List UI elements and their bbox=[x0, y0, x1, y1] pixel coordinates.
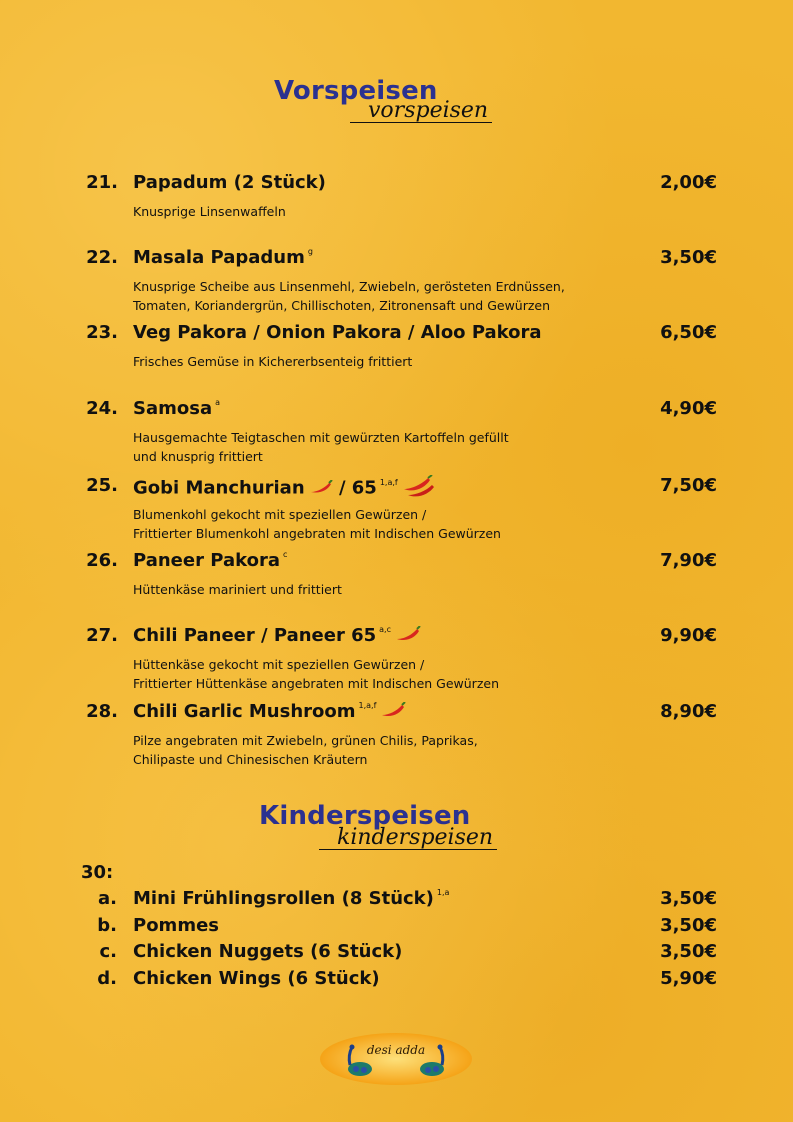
item-price: 5,90€ bbox=[660, 968, 717, 989]
description-line: Tomaten, Koriandergrün, Chillischoten, Zitronensaft und Gewürzen bbox=[133, 298, 551, 313]
item-name bbox=[133, 625, 421, 647]
item-number: 21. bbox=[86, 172, 118, 193]
item-name bbox=[133, 247, 313, 268]
item-name-text: Papadum (2 Stück) bbox=[133, 172, 326, 193]
logo-text: desi adda bbox=[366, 1043, 426, 1057]
section-heading-kinderspeisen bbox=[255, 801, 545, 850]
item-name-text: Samosa bbox=[133, 398, 213, 419]
item-price: 7,50€ bbox=[660, 475, 717, 496]
description-line: Hüttenkäse gekocht mit speziellen Gewürzen / bbox=[133, 657, 425, 672]
item-number: 22. bbox=[86, 247, 118, 268]
item-name bbox=[133, 915, 219, 936]
item-letter: a. bbox=[98, 888, 117, 909]
item-name bbox=[133, 941, 402, 962]
restaurant-logo bbox=[320, 1033, 472, 1085]
item-description bbox=[133, 202, 286, 221]
item-description bbox=[133, 428, 509, 466]
item-number: 23. bbox=[86, 322, 118, 343]
description-line: Knusprige Linsenwaffeln bbox=[133, 204, 286, 219]
peacock-icon bbox=[420, 1043, 450, 1077]
item-name-text: Gobi Manchurian bbox=[133, 477, 305, 499]
item-name bbox=[133, 398, 220, 419]
allergen-note: g bbox=[307, 247, 313, 256]
allergen-note: 1,a,f bbox=[379, 477, 398, 487]
item-price: 4,90€ bbox=[660, 398, 717, 419]
item-name bbox=[133, 968, 380, 989]
item-name-text: Chili Garlic Mushroom bbox=[133, 701, 356, 722]
item-name-text: Mini Frühlingsrollen (8 Stück) bbox=[133, 888, 434, 909]
item-name-text: Chicken Wings (6 Stück) bbox=[133, 968, 380, 989]
chili-pepper-icon bbox=[309, 478, 333, 499]
chili-pepper-icon bbox=[395, 626, 421, 647]
description-line: Knusprige Scheibe aus Linsenmehl, Zwiebeln, gerösteten Erdnüssen, bbox=[133, 279, 565, 294]
item-price: 3,50€ bbox=[660, 888, 717, 909]
allergen-note: 1,a bbox=[436, 888, 450, 897]
description-line: Blumenkohl gekocht mit speziellen Gewürzen / bbox=[133, 507, 427, 522]
item-number: 27. bbox=[86, 625, 118, 646]
section-title: Kinderspeisen bbox=[259, 801, 471, 831]
description-line: Frisches Gemüse in Kichererbsenteig frittiert bbox=[133, 354, 413, 369]
item-price: 6,50€ bbox=[660, 322, 717, 343]
item-price: 3,50€ bbox=[660, 247, 717, 268]
item-name-text: / 65 bbox=[338, 477, 377, 499]
section-heading-vorspeisen bbox=[270, 76, 530, 123]
item-price: 9,90€ bbox=[660, 625, 717, 646]
description-line: Pilze angebraten mit Zwiebeln, grünen Chilis, Paprikas, bbox=[133, 733, 478, 748]
item-price: 8,90€ bbox=[660, 701, 717, 722]
item-name-text: Chili Paneer / Paneer 65 bbox=[133, 625, 377, 646]
item-number: 28. bbox=[86, 701, 118, 722]
item-number: 25. bbox=[86, 475, 118, 496]
item-price: 3,50€ bbox=[660, 941, 717, 962]
description-line: Hausgemachte Teigtaschen mit gewürzten Kartoffeln gefüllt bbox=[133, 430, 509, 445]
item-price: 7,90€ bbox=[660, 550, 717, 571]
description-line: Hüttenkäse mariniert und frittiert bbox=[133, 582, 342, 597]
item-number: 26. bbox=[86, 550, 118, 571]
item-description bbox=[133, 277, 565, 315]
item-name-text: Pommes bbox=[133, 915, 219, 936]
description-line: und knusprig frittiert bbox=[133, 449, 263, 464]
allergen-note: a bbox=[215, 398, 220, 407]
section-title: Vorspeisen bbox=[274, 76, 438, 106]
chili-pepper-icon bbox=[402, 475, 436, 502]
item-price: 2,00€ bbox=[660, 172, 717, 193]
item-name-text: Chicken Nuggets (6 Stück) bbox=[133, 941, 403, 962]
allergen-note: 1,a,f bbox=[358, 701, 377, 710]
item-name bbox=[133, 888, 449, 909]
section-script-title: vorspeisen bbox=[350, 100, 492, 123]
description-line: Frittierter Hüttenkäse angebraten mit Indischen Gewürzen bbox=[133, 676, 499, 691]
description-line: Chilipaste und Chinesischen Kräutern bbox=[133, 752, 368, 767]
section-script-title: kinderspeisen bbox=[319, 827, 497, 850]
item-number: 30: bbox=[81, 862, 114, 883]
item-description bbox=[133, 731, 478, 769]
item-description bbox=[133, 352, 412, 371]
chili-pepper-icon bbox=[380, 702, 406, 723]
item-description bbox=[133, 580, 342, 599]
item-name bbox=[133, 701, 406, 723]
allergen-note: c bbox=[282, 550, 288, 559]
item-description bbox=[133, 505, 501, 543]
item-name-text: Veg Pakora / Onion Pakora / Aloo Pakora bbox=[133, 322, 542, 343]
item-letter: b. bbox=[97, 915, 117, 936]
item-number: 24. bbox=[86, 398, 118, 419]
item-price: 3,50€ bbox=[660, 915, 717, 936]
item-name-text: Masala Papadum bbox=[133, 247, 305, 268]
description-line: Frittierter Blumenkohl angebraten mit Indischen Gewürzen bbox=[133, 526, 501, 541]
item-letter: c. bbox=[99, 941, 117, 962]
item-description bbox=[133, 655, 499, 693]
item-name bbox=[133, 322, 542, 343]
item-name bbox=[133, 172, 326, 193]
allergen-note: a,c bbox=[379, 625, 391, 634]
item-name bbox=[133, 475, 436, 502]
item-name-text: Paneer Pakora bbox=[133, 550, 280, 571]
item-name bbox=[133, 550, 287, 571]
item-letter: d. bbox=[97, 968, 117, 989]
